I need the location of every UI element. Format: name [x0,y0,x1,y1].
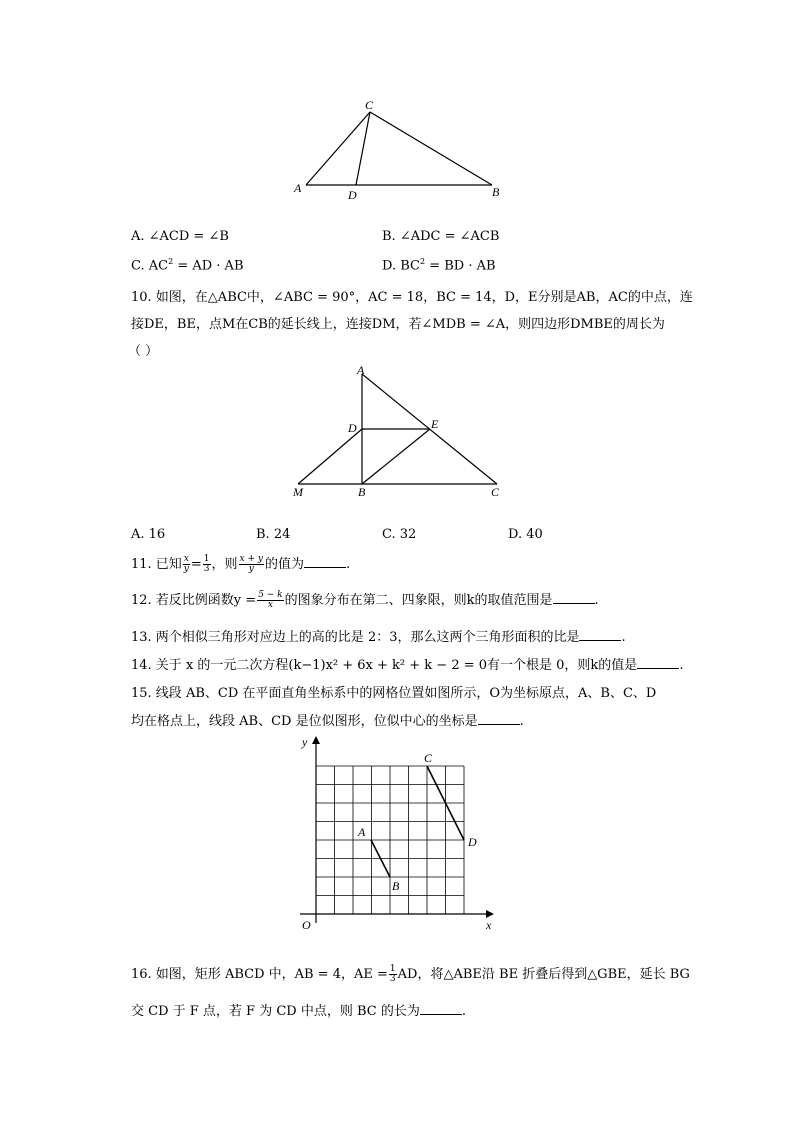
figure-q9-triangle [280,95,510,205]
q12-suffix: 的图象分布在第二、四象限，则k的取值范围是 [284,593,553,608]
q9-option-d [382,257,496,273]
q15-end: . [519,714,524,729]
q9-option-a: A. ∠ACD = ∠B [131,229,229,244]
q9-option-d-text: D. BC [382,258,420,274]
q12 [131,589,599,610]
q11-f1-numerator: x [183,554,189,564]
q16-denominator: 3 [389,974,396,984]
label-B: B [392,879,400,893]
q13-end: . [621,630,626,645]
q9-option-c-rest: = AD · AB [173,258,244,274]
q15-line-2 [131,710,524,729]
label-A: A [294,181,302,195]
q11-f3-numerator: x + y [239,554,263,564]
q10-option-a: A. 16 [131,527,166,542]
q9-option-c [131,257,244,273]
q10-option-d: D. 40 [508,527,543,542]
segment-DM [298,429,362,484]
q11 [131,553,350,574]
q12-fraction [257,591,283,610]
q11-fraction-one-third [203,555,211,574]
q11-fraction-sum-over-y [239,555,264,574]
q13-text: 13. 两个相似三角形对应边上的高的比是 2：3，那么这两个三角形面积的比是 [131,630,580,645]
segment-BE [362,429,430,484]
q9-option-d-rest: = BD · AB [425,258,496,274]
q11-fraction-x-over-y [183,555,190,574]
figure-q15-grid [290,730,500,935]
label-x: x [486,918,492,932]
q11-f1-denominator: y [183,564,189,574]
segment-CA [306,112,370,185]
q16-prefix: 16. 如图，矩形 ABCD 中，AB = 4，AE = [131,967,388,982]
q15-line-1: 15. 线段 AB、CD 在平面直角坐标系中的网格位置如图所示，O为坐标原点，A、B、C、D [131,686,657,701]
q9-option-d-sup: 2 [419,257,426,266]
q16-numerator: 1 [389,964,396,974]
label-D: D [468,835,477,849]
label-C: C [491,485,500,499]
label-A: A [357,363,365,377]
q12-denominator: x [267,600,273,610]
q14 [131,654,683,673]
q16-line-2-text: 交 CD 于 F 点，若 F 为 CD 中点，则 BC 的长为 [131,1004,420,1019]
segment-CD [356,112,370,185]
q10-line-1: 10. 如图，在△ABC中，∠ABC = 90°，AC = 18，BC = 14，D，E分别是AB，AC的中点，连 [131,290,693,305]
q11-answer-blank[interactable] [304,555,346,568]
label-D: D [348,421,357,435]
q11-prefix: 11. 已知 [131,557,182,572]
label-D: D [348,188,357,202]
q16-line-1 [131,963,690,984]
q10-line-3: （ ） [128,344,159,359]
q16-suffix: AD，将△ABE沿 BE 折叠后得到△GBE，延长 BG [397,967,690,982]
q10-option-c: C. 32 [382,527,417,542]
label-C: C [365,98,374,112]
label-E: E [431,417,439,431]
y-axis-arrow [312,736,320,744]
q13 [131,626,626,645]
q16-fraction-one-third [389,965,397,984]
q9-option-c-sup: 2 [168,257,174,266]
q11-middle: ，则 [211,557,238,572]
label-y: y [302,735,308,749]
q16-answer-blank[interactable] [420,1002,462,1015]
label-B: B [358,485,366,499]
q12-end: . [594,593,599,608]
q9-option-b: B. ∠ADC = ∠ACB [382,229,500,244]
q10-option-b: B. 24 [256,527,291,542]
label-A: A [358,825,366,839]
q14-answer-blank[interactable] [637,656,679,669]
q15-line-2-text: 均在格点上，线段 AB、CD 是位似图形，位似中心的坐标是 [131,714,478,729]
q11-f2-denominator: 3 [203,564,210,574]
q11-suffix: 的值为 [264,557,304,572]
q11-f3-denominator: y [248,564,254,574]
q13-answer-blank[interactable] [579,628,621,641]
q14-text: 14. 关于 x 的一元二次方程(k−1)x² + 6x + k² + k − 2 = 0有一个根是 0，则k的值是 [131,658,638,673]
grid-lines [316,766,464,914]
q15-answer-blank[interactable] [478,712,520,725]
q12-prefix: 12. 若反比例函数y = [131,593,257,608]
figure-q10-triangle [285,362,510,502]
q12-numerator: 5 − k [258,590,283,600]
q9-option-c-text: C. AC [131,258,169,274]
q10-line-2: 接DE，BE，点M在CB的延长线上，连接DM，若∠MDB = ∠A，则四边形DMBE的周长为 [131,317,665,332]
q11-f2-numerator: 1 [203,554,210,564]
label-B: B [492,185,500,199]
q14-end: . [679,658,684,673]
segment-CB [370,112,492,185]
q16-end: . [461,1004,466,1019]
label-M: M [293,485,303,499]
q16-line-2 [131,1000,466,1019]
q12-answer-blank[interactable] [553,591,595,604]
label-O: O [302,918,311,932]
q11-equals: = [190,557,202,572]
label-C: C [424,751,433,765]
q11-end: . [346,557,351,572]
x-axis-arrow [486,910,494,918]
